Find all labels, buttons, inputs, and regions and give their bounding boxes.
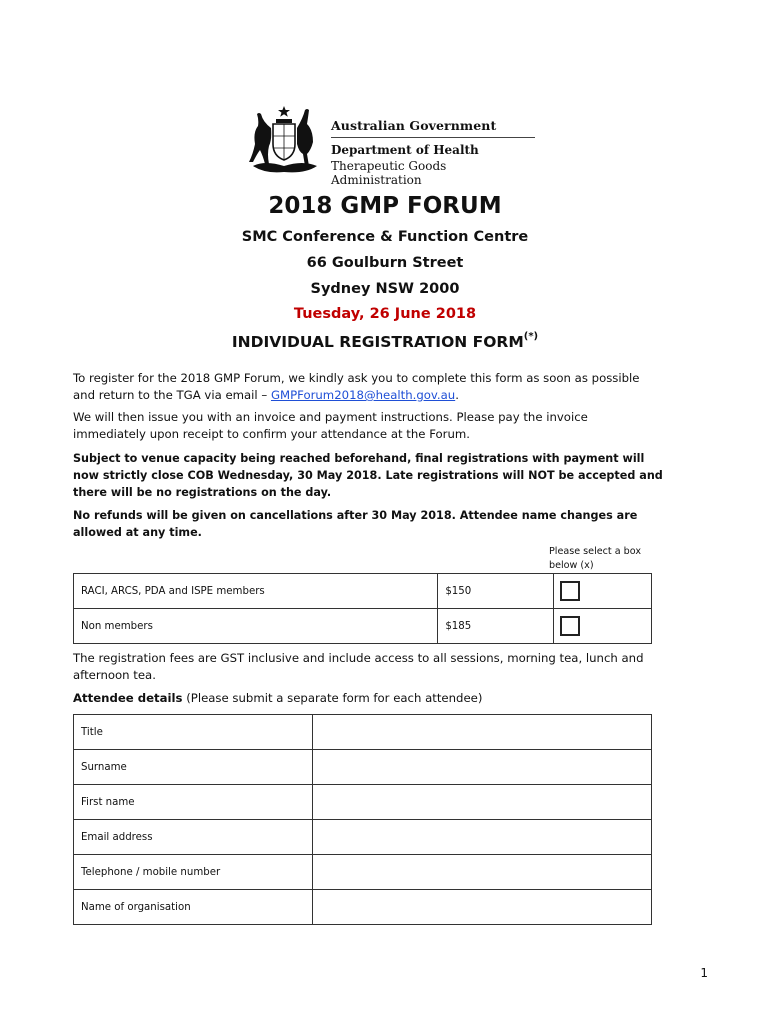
attendee-details-table [73, 714, 652, 925]
field-label: Telephone / mobile number [74, 855, 313, 890]
fees-table [73, 573, 652, 644]
select-box-note: Please select a box below (x) [549, 546, 642, 571]
form-title-text: INDIVIDUAL REGISTRATION FORM [231, 333, 524, 352]
telephone-input[interactable] [313, 855, 652, 890]
event-venue: SMC Conference & Function Centre [241, 229, 529, 245]
fee-price: $185 [438, 609, 554, 644]
government-text [331, 118, 537, 187]
table-row [74, 609, 652, 644]
event-title: 2018 GMP FORUM [268, 193, 502, 219]
fee-select-cell [554, 574, 652, 609]
fee-category-label: Non members [74, 609, 438, 644]
event-date: Tuesday, 26 June 2018 [293, 306, 477, 322]
agency-name: Therapeutic Goods Administration [331, 159, 447, 187]
commonwealth-coat-of-arms-icon [245, 104, 323, 178]
field-label: Email address [74, 820, 313, 855]
intro-paragraph-invoice: We will then issue you with an invoice and payment instructions. Please pay the invoice immediately upon receipt to confirm your attendance at the Forum. [73, 410, 588, 441]
field-label: First name [74, 785, 313, 820]
fee-price: $150 [438, 574, 554, 609]
table-row [74, 890, 652, 925]
fee-category-label: RACI, ARCS, PDA and ISPE members [74, 574, 438, 609]
government-logo [245, 104, 545, 187]
email-address-input[interactable] [313, 820, 652, 855]
organisation-input[interactable] [313, 890, 652, 925]
department-name: Department of Health [331, 143, 479, 157]
attendee-heading-note: (Please submit a separate form for each attendee) [182, 691, 483, 705]
surname-input[interactable] [313, 750, 652, 785]
form-title [0, 333, 770, 351]
gst-note: The registration fees are GST inclusive and include access to all sessions, morning tea, lunch and afternoon tea. [73, 651, 644, 682]
field-label: Title [74, 715, 313, 750]
attendee-heading-bold: Attendee details [73, 691, 183, 705]
table-row [74, 750, 652, 785]
fee-select-cell [554, 609, 652, 644]
gov-title: Australian Government [331, 118, 497, 133]
first-name-input[interactable] [313, 785, 652, 820]
form-title-footnote-mark: (*) [523, 331, 539, 342]
field-label: Name of organisation [74, 890, 313, 925]
intro-text: To register for the 2018 GMP Forum, we kindly ask you to complete this form as soon as possible and return to the TGA via email – [73, 371, 640, 402]
attendee-heading [73, 690, 663, 707]
closing-date-notice: Subject to venue capacity being reached beforehand, final registrations with payment will now strictly close COB Wednesday, 30 May 2018. Late registrations will NOT be accepted and there will be no registrations on the day. [73, 452, 663, 499]
non-member-fee-checkbox[interactable] [560, 616, 580, 636]
member-fee-checkbox[interactable] [560, 581, 580, 601]
field-label: Surname [74, 750, 313, 785]
page-number: 1 [700, 966, 708, 980]
table-row [74, 715, 652, 750]
intro-paragraph-email [73, 370, 663, 404]
table-row [74, 785, 652, 820]
intro-end: . [455, 388, 459, 402]
table-row [74, 855, 652, 890]
event-street: 66 Goulburn Street [306, 255, 464, 271]
title-input[interactable] [313, 715, 652, 750]
table-row [74, 820, 652, 855]
email-link[interactable]: GMPForum2018@health.gov.au [270, 388, 456, 402]
table-row [74, 574, 652, 609]
logo-divider [331, 137, 535, 138]
refund-notice: No refunds will be given on cancellations after 30 May 2018. Attendee name changes are allowed at any time. [73, 509, 638, 539]
event-city: Sydney NSW 2000 [310, 281, 460, 297]
